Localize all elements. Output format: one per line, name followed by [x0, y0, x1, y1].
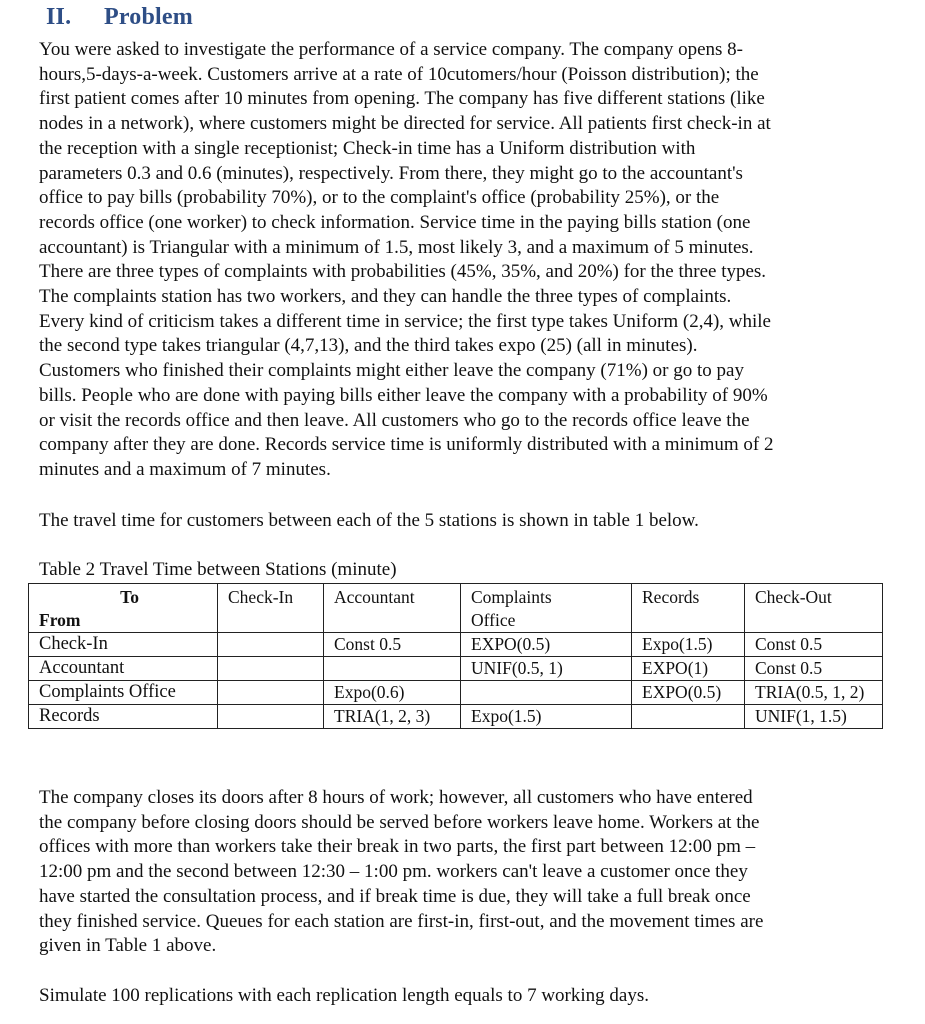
table-cell: UNIF(0.5, 1)	[461, 657, 632, 681]
table-cell	[218, 705, 324, 729]
table-cell	[218, 681, 324, 705]
header-text: Check-Out	[755, 587, 832, 607]
header-complaints-office	[461, 584, 632, 633]
text-line: The travel time for customers between each of the 5 stations is shown in table 1 below.	[39, 510, 699, 531]
header-accountant	[324, 584, 461, 633]
text-line: company after they are done. Records service time is uniformly distributed with a minimum of 2	[39, 434, 774, 456]
simulation-instruction-paragraph	[39, 984, 889, 1009]
text-line: the company before closing doors should be served before workers leave home. Workers at the	[39, 811, 760, 833]
table-cell: EXPO(0.5)	[461, 633, 632, 657]
table-cell: Expo(0.6)	[324, 681, 461, 705]
table-cell: Const 0.5	[745, 633, 883, 657]
text-line: Every kind of criticism takes a different time in service; the first type takes Uniform (2,4), while	[39, 310, 771, 332]
problem-description-paragraph	[39, 38, 889, 483]
row-label-check-in: Check-In	[29, 633, 218, 657]
text-line: accountant) is Triangular with a minimum of 1.5, most likely 3, and a maximum of 5 minutes.	[39, 236, 754, 258]
text-line: offices with more than workers take their break in two parts, the first part between 12:00 pm –	[39, 836, 756, 858]
travel-time-table	[28, 583, 883, 729]
table-cell: UNIF(1, 1.5)	[745, 705, 883, 729]
closing-rules-paragraph	[39, 786, 889, 959]
text-line: parameters 0.3 and 0.6 (minutes), respectively. From there, they might go to the accountant's	[39, 162, 743, 184]
text-line: The complaints station has two workers, and they can handle the three types of complaints.	[39, 286, 732, 308]
table-cell: Const 0.5	[324, 633, 461, 657]
text-line: they finished service. Queues for each station are first-in, first-out, and the movement times are	[39, 910, 764, 932]
table-cell	[218, 633, 324, 657]
header-text: Check-In	[228, 587, 294, 607]
text-line: bills. People who are done with paying bills either leave the company with a probability of 90%	[39, 384, 768, 406]
table-cell	[218, 657, 324, 681]
text-line: have started the consultation process, and if break time is due, they will take a full break once	[39, 885, 751, 907]
row-label-records: Records	[29, 705, 218, 729]
text-line: hours,5-days-a-week. Customers arrive at a rate of 10cutomers/hour (Poisson distribution); the	[39, 63, 759, 85]
table-row	[29, 681, 883, 705]
header-text: Complaints	[471, 587, 552, 607]
text-line: There are three types of complaints with probabilities (45%, 35%, and 20%) for the three types.	[39, 261, 767, 283]
table-cell	[324, 657, 461, 681]
row-label-complaints-office: Complaints Office	[29, 681, 218, 705]
section-title: Problem	[104, 4, 193, 30]
text-line: Customers who finished their complaints might either leave the company (71%) or go to pay	[39, 360, 744, 382]
table-row	[29, 633, 883, 657]
section-number: II.	[46, 4, 72, 30]
table-cell	[632, 705, 745, 729]
header-check-in	[218, 584, 324, 633]
table-cell: Expo(1.5)	[632, 633, 745, 657]
table-cell: TRIA(1, 2, 3)	[324, 705, 461, 729]
table-row	[29, 657, 883, 681]
text-line: the reception with a single receptionist; Check-in time has a Uniform distribution with	[39, 137, 696, 159]
row-label-accountant: Accountant	[29, 657, 218, 681]
header-check-out	[745, 584, 883, 633]
travel-intro-paragraph	[39, 509, 889, 534]
table-row	[29, 705, 883, 729]
table-cell: Expo(1.5)	[461, 705, 632, 729]
table-corner-cell	[29, 584, 218, 633]
header-text: Accountant	[334, 587, 415, 607]
text-line: nodes in a network), where customers might be directed for service. All patients first check-in at	[39, 113, 771, 135]
text-line: the second type takes triangular (4,7,13), and the third takes expo (25) (all in minutes).	[39, 335, 698, 357]
text-line: office to pay bills (probability 70%), or to the complaint's office (probability 25%), or the	[39, 187, 720, 209]
text-line: first patient comes after 10 minutes from opening. The company has five different stations (like	[39, 88, 765, 110]
text-line: Simulate 100 replications with each replication length equals to 7 working days.	[39, 985, 649, 1006]
table-cell: TRIA(0.5, 1, 2)	[745, 681, 883, 705]
text-line: You were asked to investigate the performance of a service company. The company opens 8-	[39, 39, 744, 60]
table-header-row	[29, 584, 883, 633]
corner-to-label: To	[120, 587, 139, 607]
table-caption: Table 2 Travel Time between Stations (minute)	[39, 559, 397, 580]
table-cell	[461, 681, 632, 705]
text-line: given in Table 1 above.	[39, 935, 217, 957]
corner-from-label: From	[39, 610, 81, 630]
text-line: 12:00 pm and the second between 12:30 – 1:00 pm. workers can't leave a customer once they	[39, 861, 748, 883]
text-line: or visit the records office and then leave. All customers who go to the records office leave the	[39, 409, 750, 431]
table-cell: EXPO(0.5)	[632, 681, 745, 705]
section-heading	[46, 4, 193, 31]
table-cell: Const 0.5	[745, 657, 883, 681]
header-records	[632, 584, 745, 633]
text-line: minutes and a maximum of 7 minutes.	[39, 458, 331, 480]
table-cell: EXPO(1)	[632, 657, 745, 681]
header-text: Records	[642, 587, 700, 607]
text-line: records office (one worker) to check information. Service time in the paying bills station (one	[39, 211, 751, 233]
header-text-line2: Office	[471, 610, 516, 630]
text-line: The company closes its doors after 8 hours of work; however, all customers who have entered	[39, 787, 753, 808]
